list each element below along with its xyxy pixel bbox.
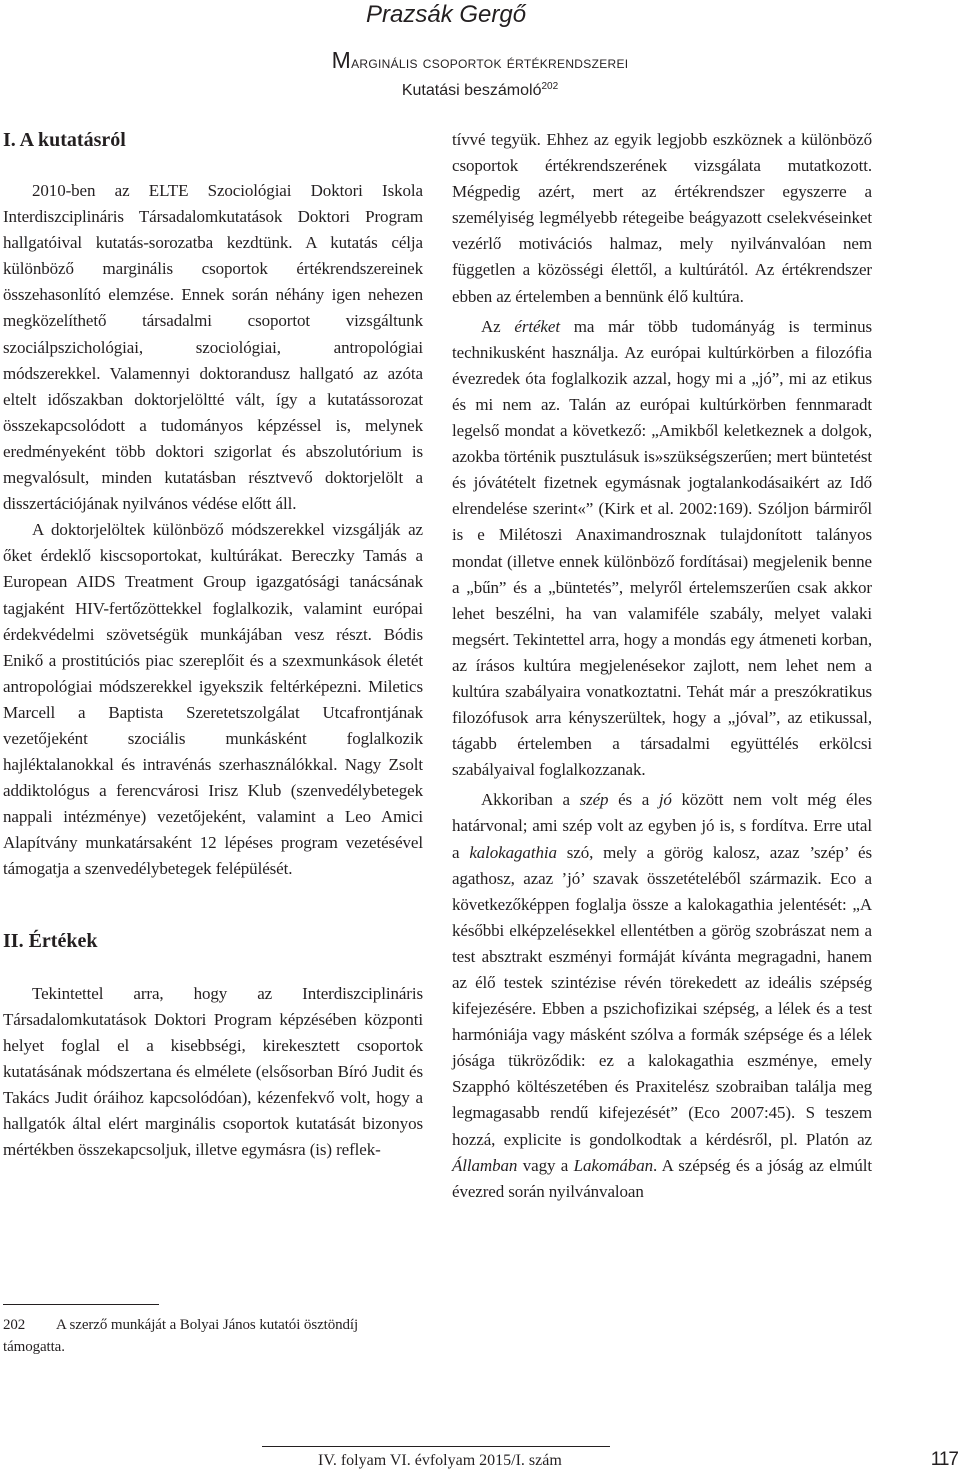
running-head-author: Prazsák Gergő — [366, 1, 527, 28]
paragraph: Tekintettel arra, hogy az Interdiszciplináris Társadalomkutatások Doktori Program képzésében központi helyet foglal el a kisebbségi, kirekesztett csoportok kutatásának módszertana és elmélete (elsősorban Bíró Judit és Takács Judit óráihoz kapcsolódóan), kézenfekvő volt, hogy a hallgatók által elért marginális csoportok kutatását bizonyos mértékben összekapcsoljuk, illetve egymásra (is) reflek- — [3, 983, 423, 1160]
article-subtitle — [160, 77, 800, 101]
article-title — [160, 47, 800, 76]
page-number: 117 — [930, 1449, 958, 1470]
section-heading-2: II. Értékek — [3, 929, 98, 952]
emphasis: értéket — [514, 316, 560, 336]
paragraph: 2010-ben az ELTE Szociológiai Doktori Iskola Interdiszciplináris Társadalomkutatások Doktori Program hallgatóival kutatás-sorozatba kezdtünk. A kutatás célja különböző marginális csoportok értékrendszereinek összehasonlító elemzése. Ennek során néhány igen nehezen megközelíthető társadalmi csoportot vizsgáltunk szociálpszichológiai, szociológiai, antropológiai módszerekkel. Valamennyi doktorandusz hallgató az azóta eltelt időszakban doktorjelöltté vált, így a kutatássorozat összekapcsolódott a tudományos képzéssel is, melynek eredményeként több doktori szigorlat és abszolutórium is megvalósult, minden kutatásban résztvevő doktorjelölt a disszertációjának nyilvános védése előtt áll. — [3, 181, 423, 514]
footnote-text: A szerző munkáját a Bolyai János kutatói ösztöndíj támogatta. — [3, 1317, 359, 1355]
emphasis: kalokagathia — [469, 842, 557, 862]
paragraph — [452, 787, 872, 1205]
article-title-rest: arginális csoportok értékrendszerei — [351, 53, 629, 72]
emphasis: Lakomában — [573, 1155, 654, 1175]
article-title-initial: M — [331, 47, 352, 73]
subtitle-text: Kutatási beszámoló — [401, 82, 542, 99]
text-run: . A szépség és a jóság az elmúlt évezred során nyilvánvaloan — [452, 1155, 872, 1201]
paragraph — [452, 314, 872, 784]
text-run: és a — [608, 790, 659, 810]
text-run: Az — [481, 316, 515, 336]
paragraph: A doktorjelöltek különböző módszerekkel vizsgálják az őket érdeklő kiscsoportokat, kultúrákat. Bereczky Tamás a European AIDS Treatment Group igazgatósági tanácsának tagjaként HIV-fertőzöttekkel foglalkozik, valamint európai érdekvédelmi szövetségük munkájában vesz részt. Bódis Enikő a prostitúciós piac szereplőit és a szexmunkások életét antropológiai módszerekkel igyekszik feltérképezni. Miletics Marcell a Baptista Szeretetszolgálat Utcafrontjának vezetőjeként szociális munkásként foglalkozik hajléktalanokkal és intravénás szerhasználókkal. Nagy Zsolt addiktológus a ferencvárosi Irisz Klub (szenvedélybetegek nappali intézménye) vezetőjeként, valamint a Leo Amici Alapítvány munkatársaként 12 lépéses program vezetésével támogatja a szenvedélybetegek felépülését. — [3, 520, 423, 879]
paragraph: tívvé tegyük. Ehhez az egyik legjobb eszköznek a különböző csoportok értékrendszerének vizsgálata mutatkozott. Mégpedig azért, mert az értékrendszer egyszerre a személyiség legmélyebb rétegeibe beágyazott cselekvéseinket vezérlő motivációs halmaz, mely nyilvánvalóan nem független a közösségi élettől, a kultúrától. Az értékrendszer ebben az értelemben a bennünk élő kultúra. — [452, 130, 872, 306]
text-run: között nem volt még éles határvonal; ami szép volt az egyben jó is, s fordítva. Erre utal a — [452, 790, 872, 862]
footnote-number: 202 — [3, 1317, 26, 1333]
emphasis: Államban — [452, 1155, 518, 1175]
footnote-rule — [3, 1304, 159, 1305]
footnote — [3, 1314, 423, 1358]
footer-rule — [262, 1446, 610, 1447]
text-run: szó, mely a görög kalosz, azaz ’szép’ és agathosz, azaz ’jó’ szavak összetételéből származik. Eco a következőképpen foglalja össze a kalokagathia jelentését: „A későbbi elképzelésekkel ellentétben a görög szobrászat nem a test absztrakt eszményi formáját kívánta megragadni, hanem az élő testek szintézise révén törekedett az ideális szépség kifejezésére. Ebben a pszichofizikai szépség, a lélek és a test harmóniája vagy másként szólva a formák szépsége és a lélek jósága tükröződik: ez a kalokagathia eszménye, emely Szapphó költészetében és Praxitelész szobraiban találja meg legmagasabb rendű kifejezését” (Eco 2007:45). S teszem hozzá, explicite is gondolkodtak a kérdésről, pl. Platón az — [452, 842, 872, 1149]
emphasis: szép — [579, 790, 609, 810]
section-heading-1: I. A kutatásról — [3, 129, 126, 151]
text-run: Akkoriban a — [481, 790, 580, 810]
text-run: vagy a — [517, 1155, 574, 1175]
journal-info: IV. folyam VI. évfolyam 2015/I. szám — [318, 1452, 562, 1469]
text-run: ma már több tudományág is terminus technikusként használja. Az európai kultúrkörben a filozófia évezredek óta foglalkozik azzal, hogy mi a „jó”, mi az etikus és mi nem az. Talán az európai kultúrkörben fennmaradt legelső mondat a következő: „Amikből keletkeznek a dolgok, azokba történik pusztulásuk is»szükségszerűen; mert büntetést és jóvátételt fizetnek egymásnak jogtalankodásaikért az Idő elrendelése szerint«” (Kirk et al. 2002:169). Szóljon bármiről is e Milétoszi Anaximandrosznak tulajdonított talányos mondat (illetve ennek különböző fordításai) megjelenik benne a „bűn” és a „büntetés”, melyről értelemszerűen csak akkor lehet beszélni, ha van valamiféle szabály, melyet valaki megsért. Tekintettel arra, hogy a mondás egy átmeneti korban, az írásos kultúra megjelenésekor zajlott, nem lehet nem a kultúra szabályaira vonatkoztatni. Tehát már a preszókratikus filozófusok arra kényszerültek, hogy a „jóval”, az etikussal, tágabb értelemben a társadalmi együttélés erkölcsi szabályaival foglalkozzanak. — [452, 316, 872, 780]
emphasis: jó — [658, 790, 672, 810]
left-column — [3, 126, 423, 1163]
right-column — [452, 127, 872, 1205]
footnote-marker[interactable]: 202 — [541, 81, 559, 92]
